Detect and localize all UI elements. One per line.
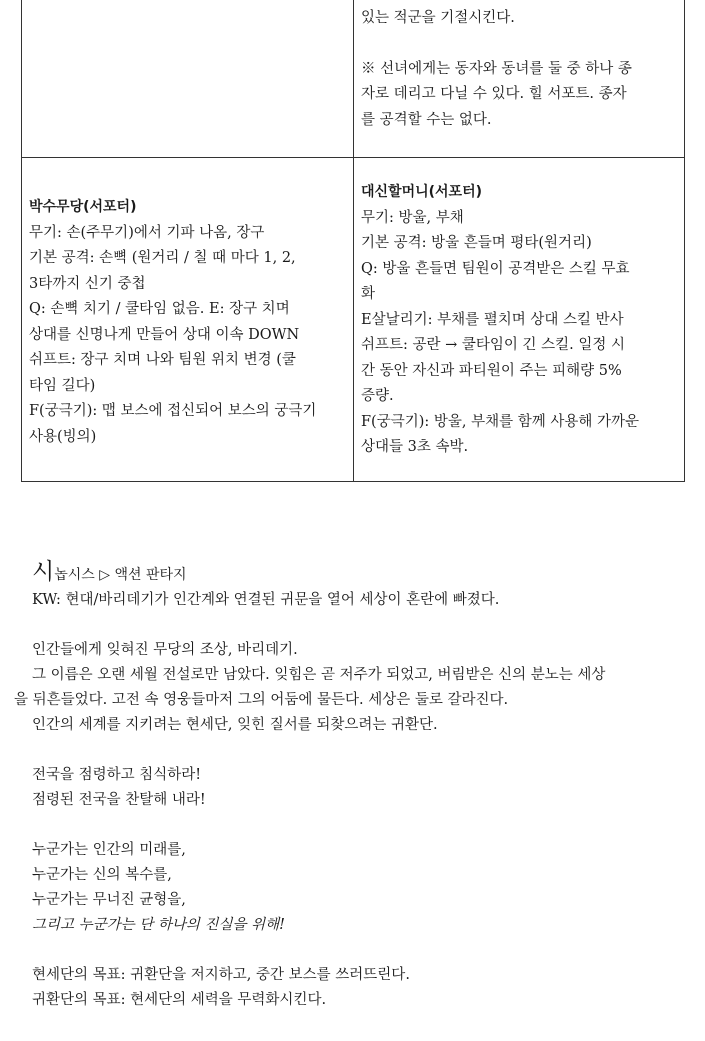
synopsis-section [14,560,694,1013]
cell-text-line: 사용(빙의) [29,428,97,445]
synopsis-paragraph-line: 을 뒤흔들었다. 고전 속 영웅들마저 그의 어둠에 물든다. 세상은 둘로 갈라진다. [14,692,509,708]
cell-text-line: 기본 공격: 손뼉 (원거리 / 칠 때 마다 1, 2, [29,250,296,266]
cell-text-line: 화 [361,286,376,302]
synopsis-paragraph-line: 인간들에게 잊혀진 무당의 조상, 바리데기. [32,642,298,658]
cell-text-line: 기본 공격: 방울 흔들며 평타(원거리) [361,235,592,251]
synopsis-heading [14,560,694,588]
cell-text-line: 무기: 방울, 부채 [361,209,464,226]
cell-text-line: 간 동안 자신과 파티원이 주는 피해량 5% [361,362,622,379]
table-cell-bottom-left [29,195,347,450]
cell-text-line: 있는 적군을 기절시킨다. [361,10,515,26]
cell-text-line: 자로 데리고 다닐 수 있다. 힐 서포트. 종자 [361,86,627,102]
synopsis-paragraph-line: 전국을 점령하고 침식하라! [32,767,202,783]
cell-text-line: E살날리기: 부채를 펼치며 상대 스킬 반사 [361,311,624,328]
synopsis-paragraph-line: 누군가는 무너진 균형을, [32,892,186,908]
character-title: 박수무당(서포터) [29,199,137,215]
cell-text-line: 를 공격할 수는 없다. [361,111,492,128]
synopsis-paragraph-line: 누군가는 인간의 미래를, [32,842,186,858]
cell-text-line: F(궁극기): 맵 보스에 접신되어 보스의 궁극기 [29,403,317,419]
cell-text-line: Q: 방울 흔들면 팀원이 공격받은 스킬 무효 [361,260,630,277]
keyword-line: KW: 현대/바리데기가 인간계와 연결된 귀문을 열어 세상이 혼란에 빠졌다. [32,592,500,608]
heading-initial: 시 [32,559,55,585]
heading-rest: 놉시스 ▷ 액션 판타지 [54,567,187,583]
cell-text-line: 쉬프트: 공란 → 쿨타임이 긴 스킬. 일정 시 [361,337,626,353]
table-cell-bottom-right [361,180,679,461]
cell-text-line: Q: 손뼉 치기 / 쿨타임 없음. E: 장구 치며 [29,301,290,317]
cell-text-line: F(궁극기): 방울, 부채를 함께 사용해 가까운 [361,413,640,430]
cell-text-line: 상대를 신명나게 만들어 상대 이속 DOWN [29,326,300,343]
table-column-divider [353,0,354,481]
table-cell-top-right [361,6,679,133]
synopsis-paragraph-line: 점령된 전국을 찬탈해 내라! [32,792,206,808]
character-title: 대신할머니(서포터) [361,184,482,200]
synopsis-paragraph-line: 인간의 세계를 지키려는 현세단, 잊힌 질서를 되찾으려는 귀환단. [32,717,438,733]
synopsis-paragraph-line: 현세단의 목표: 귀환단을 저지하고, 중간 보스를 쓰러뜨린다. [32,967,410,983]
synopsis-paragraph-line: 귀환단의 목표: 현세단의 세력을 무력화시킨다. [32,992,327,1008]
character-table [21,0,685,482]
cell-text-line: 3타까지 신기 중첩 [29,275,146,292]
table-row-divider [22,157,684,158]
cell-text-line: ※ 선녀에게는 동자와 동녀를 둘 중 하나 종 [361,60,632,77]
synopsis-paragraph-line: 누군가는 신의 복수를, [32,867,172,883]
cell-text-line: 무기: 손(주무기)에서 기파 나옴, 장구 [29,224,265,241]
synopsis-paragraph-line: 그 이름은 오랜 세월 전설로만 남았다. 잊힘은 곧 저주가 되었고, 버림받은 신의 분노는 세상 [32,667,606,683]
cell-text-line: 쉬프트: 장구 치며 나와 팀원 위치 변경 (쿨 [29,352,296,368]
cell-text-line: 타임 길다) [29,377,96,394]
cell-text-line: 증량. [361,388,394,404]
cell-text-line: 상대들 3초 속박. [361,439,469,455]
synopsis-italic-line: 그리고 누군가는 단 하나의 진실을 위해! [32,917,285,933]
